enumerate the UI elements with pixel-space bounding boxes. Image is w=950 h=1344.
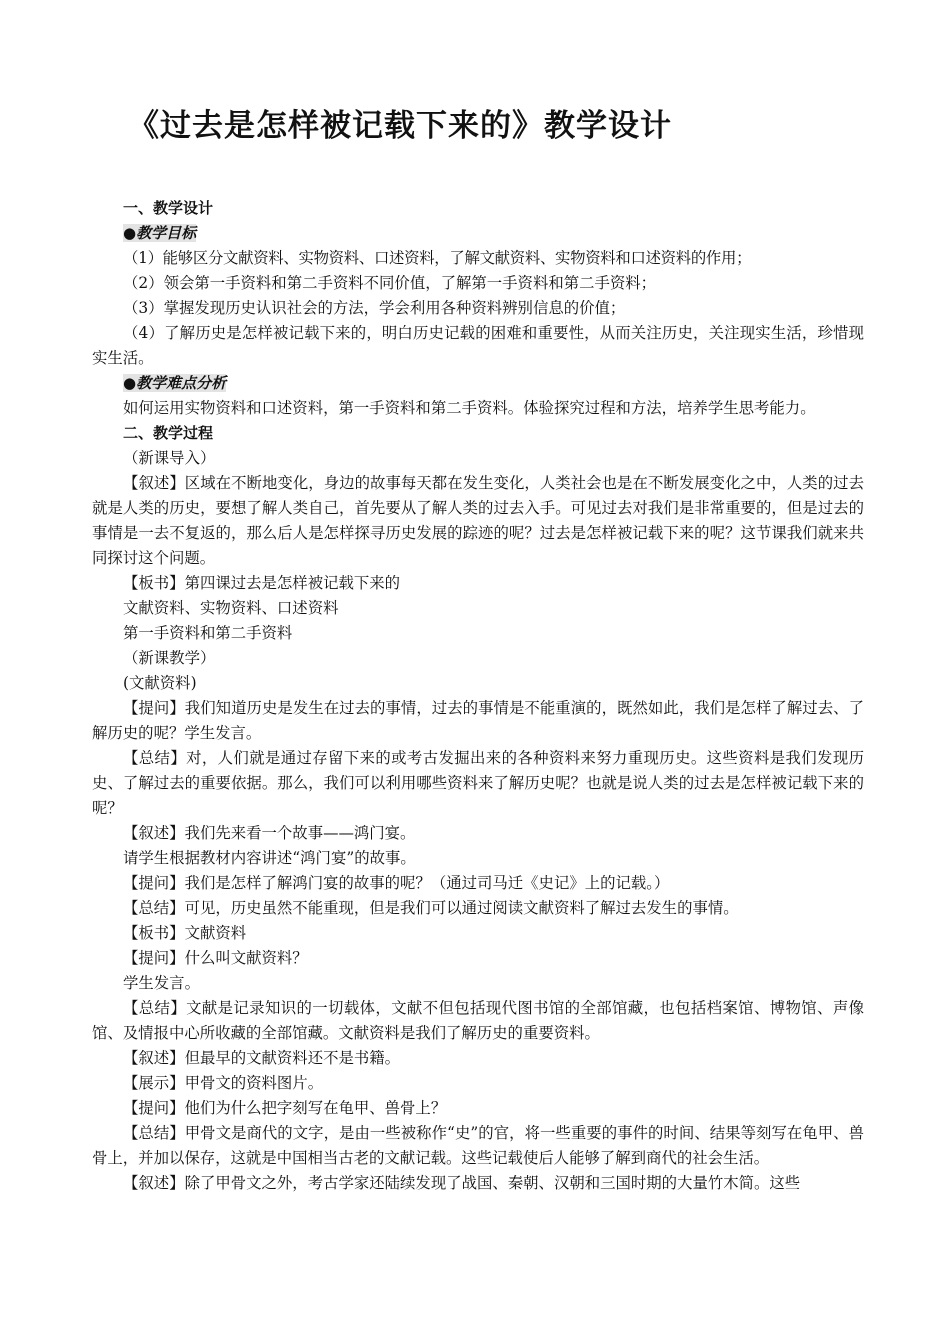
- paragraph: 请学生根据教材内容讲述“鸿门宴”的故事。: [123, 849, 416, 867]
- paragraph: 【叙述】区域在不断地变化，身边的故事每天都在发生变化，人类社会也是在不断发展变化之中，人类的过去就是人类的历史，要想了解人类自己，首先要从了解人类的过去入手。可见过去对我们是非常重要的，但是过去的事情是一去不复返的，那么后人是怎样探寻历史发展的踪迹的呢？过去是怎样被记载下来的呢？这节课我们就来共同探讨这个问题。: [92, 474, 864, 567]
- paragraph: 【叙述】除了甲骨文之外，考古学家还陆续发现了战国、秦朝、汉朝和三国时期的大量竹木简。这些: [123, 1174, 801, 1192]
- bullet-heading: [92, 221, 864, 246]
- paragraph: 【提问】他们为什么把字刻写在龟甲、兽骨上？: [123, 1099, 447, 1117]
- paragraph: 【总结】对，人们就是通过存留下来的或考古发掘出来的各种资料来努力重现历史。这些资料是我们发现历史、了解过去的重要依据。那么，我们可以利用哪些资料来了解历史呢？也就是说人类的过去是怎样被记载下来的呢？: [92, 749, 864, 817]
- document-title: 《过去是怎样被记载下来的》教学设计: [128, 108, 672, 144]
- paragraph: （1）能够区分文献资料、实物资料、口述资料，了解文献资料、实物资料和口述资料的作用；: [123, 249, 752, 267]
- section-heading: 一、教学设计: [123, 199, 214, 217]
- paragraph: （3）掌握发现历史认识社会的方法，学会利用各种资料辨别信息的价值；: [123, 299, 626, 317]
- paragraph: （新课教学）: [123, 649, 216, 667]
- paragraph: 【板书】文献资料: [123, 924, 247, 942]
- paragraph: 【展示】甲骨文的资料图片。: [123, 1074, 324, 1092]
- paragraph: 【提问】我们知道历史是发生在过去的事情，过去的事情是不能重演的，既然如此，我们是怎样了解过去、了解历史的呢？学生发言。: [92, 699, 864, 742]
- paragraph: 【总结】文献是记录知识的一切载体，文献不但包括现代图书馆的全部馆藏，也包括档案馆、博物馆、声像馆、及情报中心所收藏的全部馆藏。文献资料是我们了解历史的重要资料。: [92, 999, 864, 1042]
- paragraph: 学生发言。: [123, 974, 200, 992]
- paragraph: (文献资料): [123, 674, 197, 692]
- document-body: [92, 196, 864, 1196]
- paragraph: 文献资料、实物资料、口述资料: [123, 599, 339, 617]
- highlighted-heading: ●教学难点分析: [123, 374, 227, 392]
- paragraph: 如何运用实物资料和口述资料，第一手资料和第二手资料。体验探究过程和方法，培养学生思考能力。: [123, 399, 816, 417]
- paragraph: 【叙述】我们先来看一个故事——鸿门宴。: [123, 824, 416, 842]
- paragraph: （新课导入）: [123, 449, 216, 467]
- bullet-heading: [92, 371, 864, 396]
- paragraph: 【总结】可见，历史虽然不能重现，但是我们可以通过阅读文献资料了解过去发生的事情。: [123, 899, 739, 917]
- paragraph: 【提问】我们是怎样了解鸿门宴的故事的呢？（通过司马迁《史记》上的记载。）: [123, 874, 670, 892]
- paragraph: 【提问】什么叫文献资料？: [123, 949, 308, 967]
- section-heading: 二、教学过程: [123, 424, 214, 442]
- paragraph: 【叙述】但最早的文献资料还不是书籍。: [123, 1049, 401, 1067]
- highlighted-heading: ●教学目标: [123, 224, 197, 242]
- paragraph: 第一手资料和第二手资料: [123, 624, 293, 642]
- paragraph: 【板书】第四课过去是怎样被记载下来的: [123, 574, 401, 592]
- paragraph: 【总结】甲骨文是商代的文字，是由一些被称作“史”的官，将一些重要的事件的时间、结果等刻写在龟甲、兽骨上，并加以保存，这就是中国相当古老的文献记载。这些记载使后人能够了解到商代的社会生活。: [92, 1124, 864, 1167]
- paragraph: （2）领会第一手资料和第二手资料不同价值，了解第一手资料和第二手资料；: [123, 274, 657, 292]
- paragraph: （4）了解历史是怎样被记载下来的，明白历史记载的困难和重要性，从而关注历史，关注现实生活，珍惜现实生活。: [92, 324, 864, 367]
